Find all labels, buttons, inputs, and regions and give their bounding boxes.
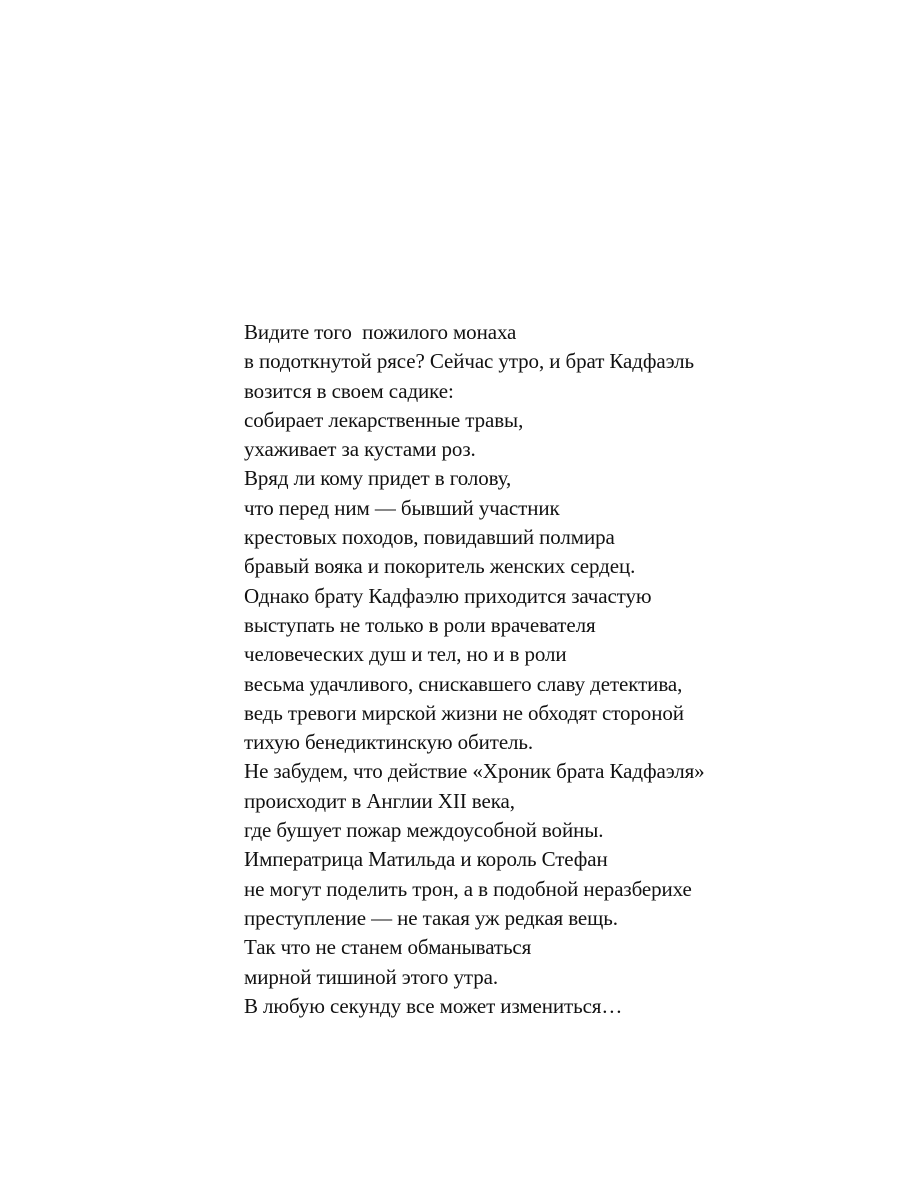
- text-line: Не забудем, что действие «Хроник брата Кадфаэля»: [244, 759, 705, 784]
- text-line: бравый вояка и покоритель женских сердец.: [244, 554, 636, 579]
- text-line: ухаживает за кустами роз.: [244, 437, 476, 462]
- text-line: Видите того пожилого монаха: [244, 320, 517, 344]
- text-line: мирной тишиной этого утра.: [244, 964, 498, 989]
- text-line: возится в своем садике:: [244, 378, 454, 403]
- text-line: Императрица Матильда и король Стефан: [244, 847, 608, 872]
- text-line: Вряд ли кому придет в голову,: [244, 466, 512, 491]
- text-line: происходит в Англии XII века,: [244, 788, 515, 813]
- text-line: что перед ним — бывший участник: [244, 495, 560, 520]
- text-line: В любую секунду все может измениться…: [244, 993, 623, 1018]
- text-line: крестовых походов, повидавший полмира: [244, 525, 615, 550]
- text-line: выступать не только в роли врачевателя: [244, 612, 596, 637]
- text-line: Однако брату Кадфаэлю приходится зачастую: [244, 583, 652, 608]
- text-line: человеческих душ и тел, но и в роли: [244, 642, 567, 667]
- text-line: собирает лекарственные травы,: [244, 407, 524, 432]
- text-line: весьма удачливого, снискавшего славу детектива,: [244, 671, 683, 696]
- blurb-text: [244, 318, 864, 1021]
- text-line: где бушует пожар междоусобной войны.: [244, 818, 604, 843]
- text-line: Так что не станем обманываться: [244, 935, 532, 960]
- text-line: преступление — не такая уж редкая вещь.: [244, 905, 618, 930]
- text-line: ведь тревоги мирской жизни не обходят стороной: [244, 700, 684, 725]
- text-line: не могут поделить трон, а в подобной неразберихе: [244, 876, 692, 901]
- text-line: тихую бенедиктинскую обитель.: [244, 730, 534, 755]
- text-line: в подоткнутой рясе? Сейчас утро, и брат Кадфаэль: [244, 349, 694, 374]
